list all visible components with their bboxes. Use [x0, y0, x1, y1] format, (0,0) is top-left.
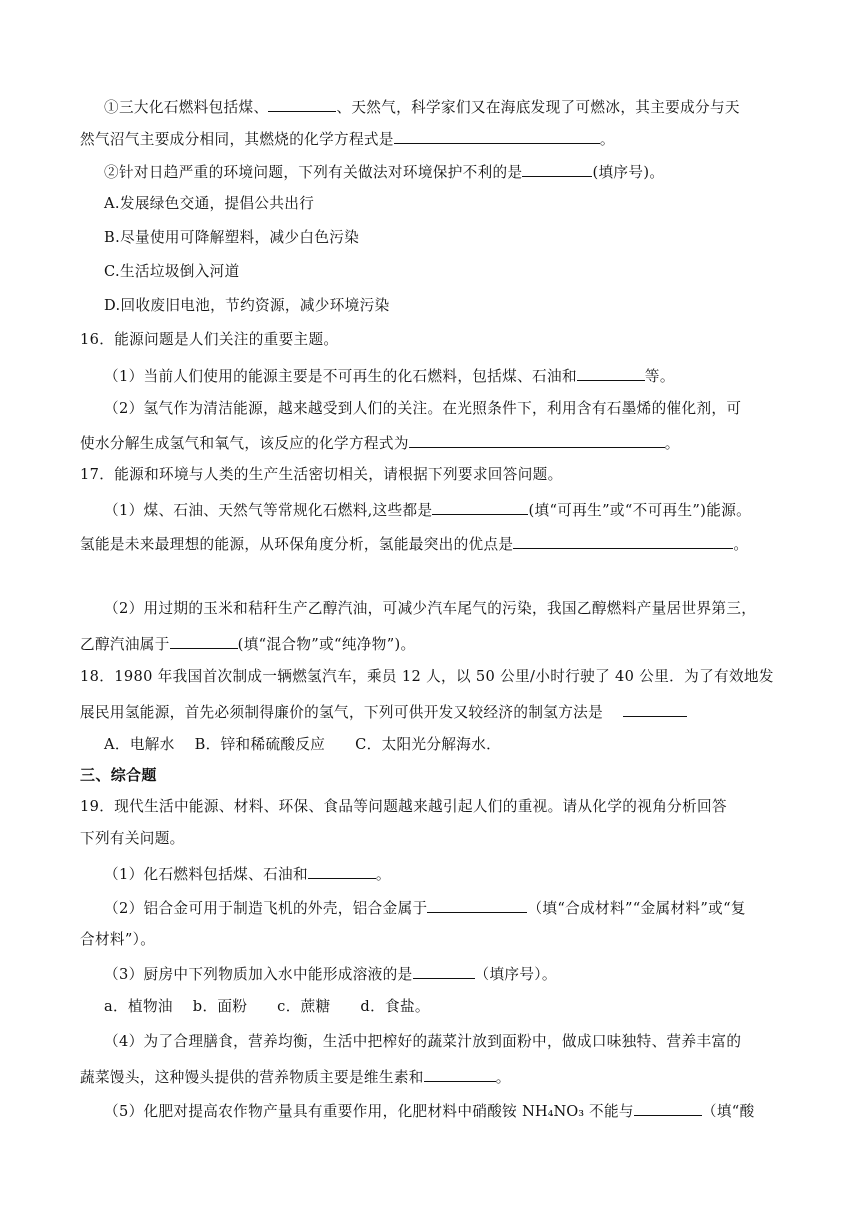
q17-part-2-line-2: 乙醇汽油属于 (填“混合物”或“纯净物”)。	[80, 633, 416, 655]
answer-blank[interactable]	[634, 1100, 702, 1116]
q17-part-1-line-2: 氢能是未来最理想的能源，从环保角度分析，氢能最突出的优点是 。	[80, 533, 748, 555]
q19-part-2-line-2: 合材料”）。	[80, 931, 156, 948]
q19-part-1: （1）化石燃料包括煤、石油和 。	[104, 863, 391, 885]
q19-part-3: （3）厨房中下列物质加入水中能形成溶液的是 （填序号）。	[104, 963, 557, 985]
answer-blank[interactable]	[394, 128, 600, 144]
q15-option-d: D.回收废旧电池，节约资源，减少环境污染	[104, 297, 390, 314]
q16-part-1: （1）当前人们使用的能源主要是不可再生的化石燃料，包括煤、石油和 等。	[104, 365, 675, 387]
answer-blank[interactable]	[577, 365, 645, 381]
q17-stem: 17．能源和环境与人类的生产生活密切相关，请根据下列要求回答问题。	[80, 466, 563, 483]
q19-stem-line-1: 19．现代生活中能源、材料、环保、食品等问题越来越引起人们的重视。请从化学的视角分析回答	[80, 798, 727, 815]
q18-stem-line-1: 18．1980 年我国首次制成一辆燃氢汽车，乘员 12 人，以 50 公里/小时行驶了 40 公里．为了有效地发	[80, 668, 774, 685]
q17-part-2-line-1: （2）用过期的玉米和秸秆生产乙醇汽油，可减少汽车尾气的污染，我国乙醇燃料产量居世界第三，	[104, 600, 757, 617]
chemical-formula: NH₄NO₃	[522, 1103, 585, 1120]
q16-part-2-line-1: （2）氢气作为清洁能源，越来越受到人们的关注。在光照条件下，利用含有石墨烯的催化剂，可	[104, 400, 742, 417]
q16-part-2-line-2: 使水分解生成氢气和氧气，该反应的化学方程式为 。	[80, 432, 680, 454]
q15-option-b: B.尽量使用可降解塑料，减少白色污染	[104, 229, 360, 246]
q18-stem-line-2: 展民用氢能源，首先必须制得廉价的氢气，下列可供开发又较经济的制氢方法是	[80, 701, 687, 723]
section-heading: 三、综合题	[80, 766, 157, 784]
q17-part-1-line-1: （1）煤、石油、天然气等常规化石燃料,这些都是 (填“可再生”或“不可再生”)能源。	[104, 499, 751, 521]
q15-line-3: ②针对日趋严重的环境问题，下列有关做法对环境保护不利的是 (填序号)。	[104, 161, 664, 183]
q19-part-4-line-2: 蔬菜馒头，这种馒头提供的营养物质主要是维生素和 。	[80, 1066, 511, 1088]
q19-part-3-options: a．植物油 b．面粉 c．蔗糖 d．食盐。	[104, 998, 430, 1015]
answer-blank[interactable]	[432, 499, 528, 515]
answer-blank[interactable]	[409, 432, 665, 448]
q18-options: A．电解水 B．锌和稀硫酸反应 C．太阳光分解海水．	[104, 736, 502, 753]
answer-blank[interactable]	[427, 897, 527, 913]
answer-blank[interactable]	[413, 963, 475, 979]
q15-option-a: A.发展绿色交通，提倡公共出行	[104, 195, 315, 212]
answer-blank[interactable]	[170, 633, 238, 649]
q16-stem: 16．能源问题是人们关注的重要主题。	[80, 331, 339, 348]
q15-line-1: ①三大化石燃料包括煤、 、天然气，科学家们又在海底发现了可燃冰，其主要成分与天	[104, 96, 740, 118]
answer-blank[interactable]	[623, 701, 687, 717]
answer-blank[interactable]	[308, 863, 376, 879]
answer-blank[interactable]	[424, 1066, 496, 1082]
q19-part-5-line-1: （5）化肥对提高农作物产量具有重要作用，化肥材料中硝酸铵 NH₄NO₃ 不能与 （填“酸	[104, 1100, 755, 1122]
q15-option-c: C.生活垃圾倒入河道	[104, 263, 240, 280]
q19-stem-line-2: 下列有关问题。	[80, 830, 185, 847]
q19-part-4-line-1: （4）为了合理膳食，营养均衡，生活中把榨好的蔬菜汁放到面粉中，做成口味独特、营养丰富的	[104, 1033, 742, 1050]
answer-blank[interactable]	[513, 533, 733, 549]
answer-blank[interactable]	[268, 96, 336, 112]
answer-blank[interactable]	[522, 161, 592, 177]
q19-part-2-line-1: （2）铝合金可用于制造飞机的外壳，铝合金属于 （填“合成材料”“金属材料”或“复	[104, 897, 746, 919]
q15-line-2: 然气沼气主要成分相同，其燃烧的化学方程式是 。	[80, 128, 615, 150]
